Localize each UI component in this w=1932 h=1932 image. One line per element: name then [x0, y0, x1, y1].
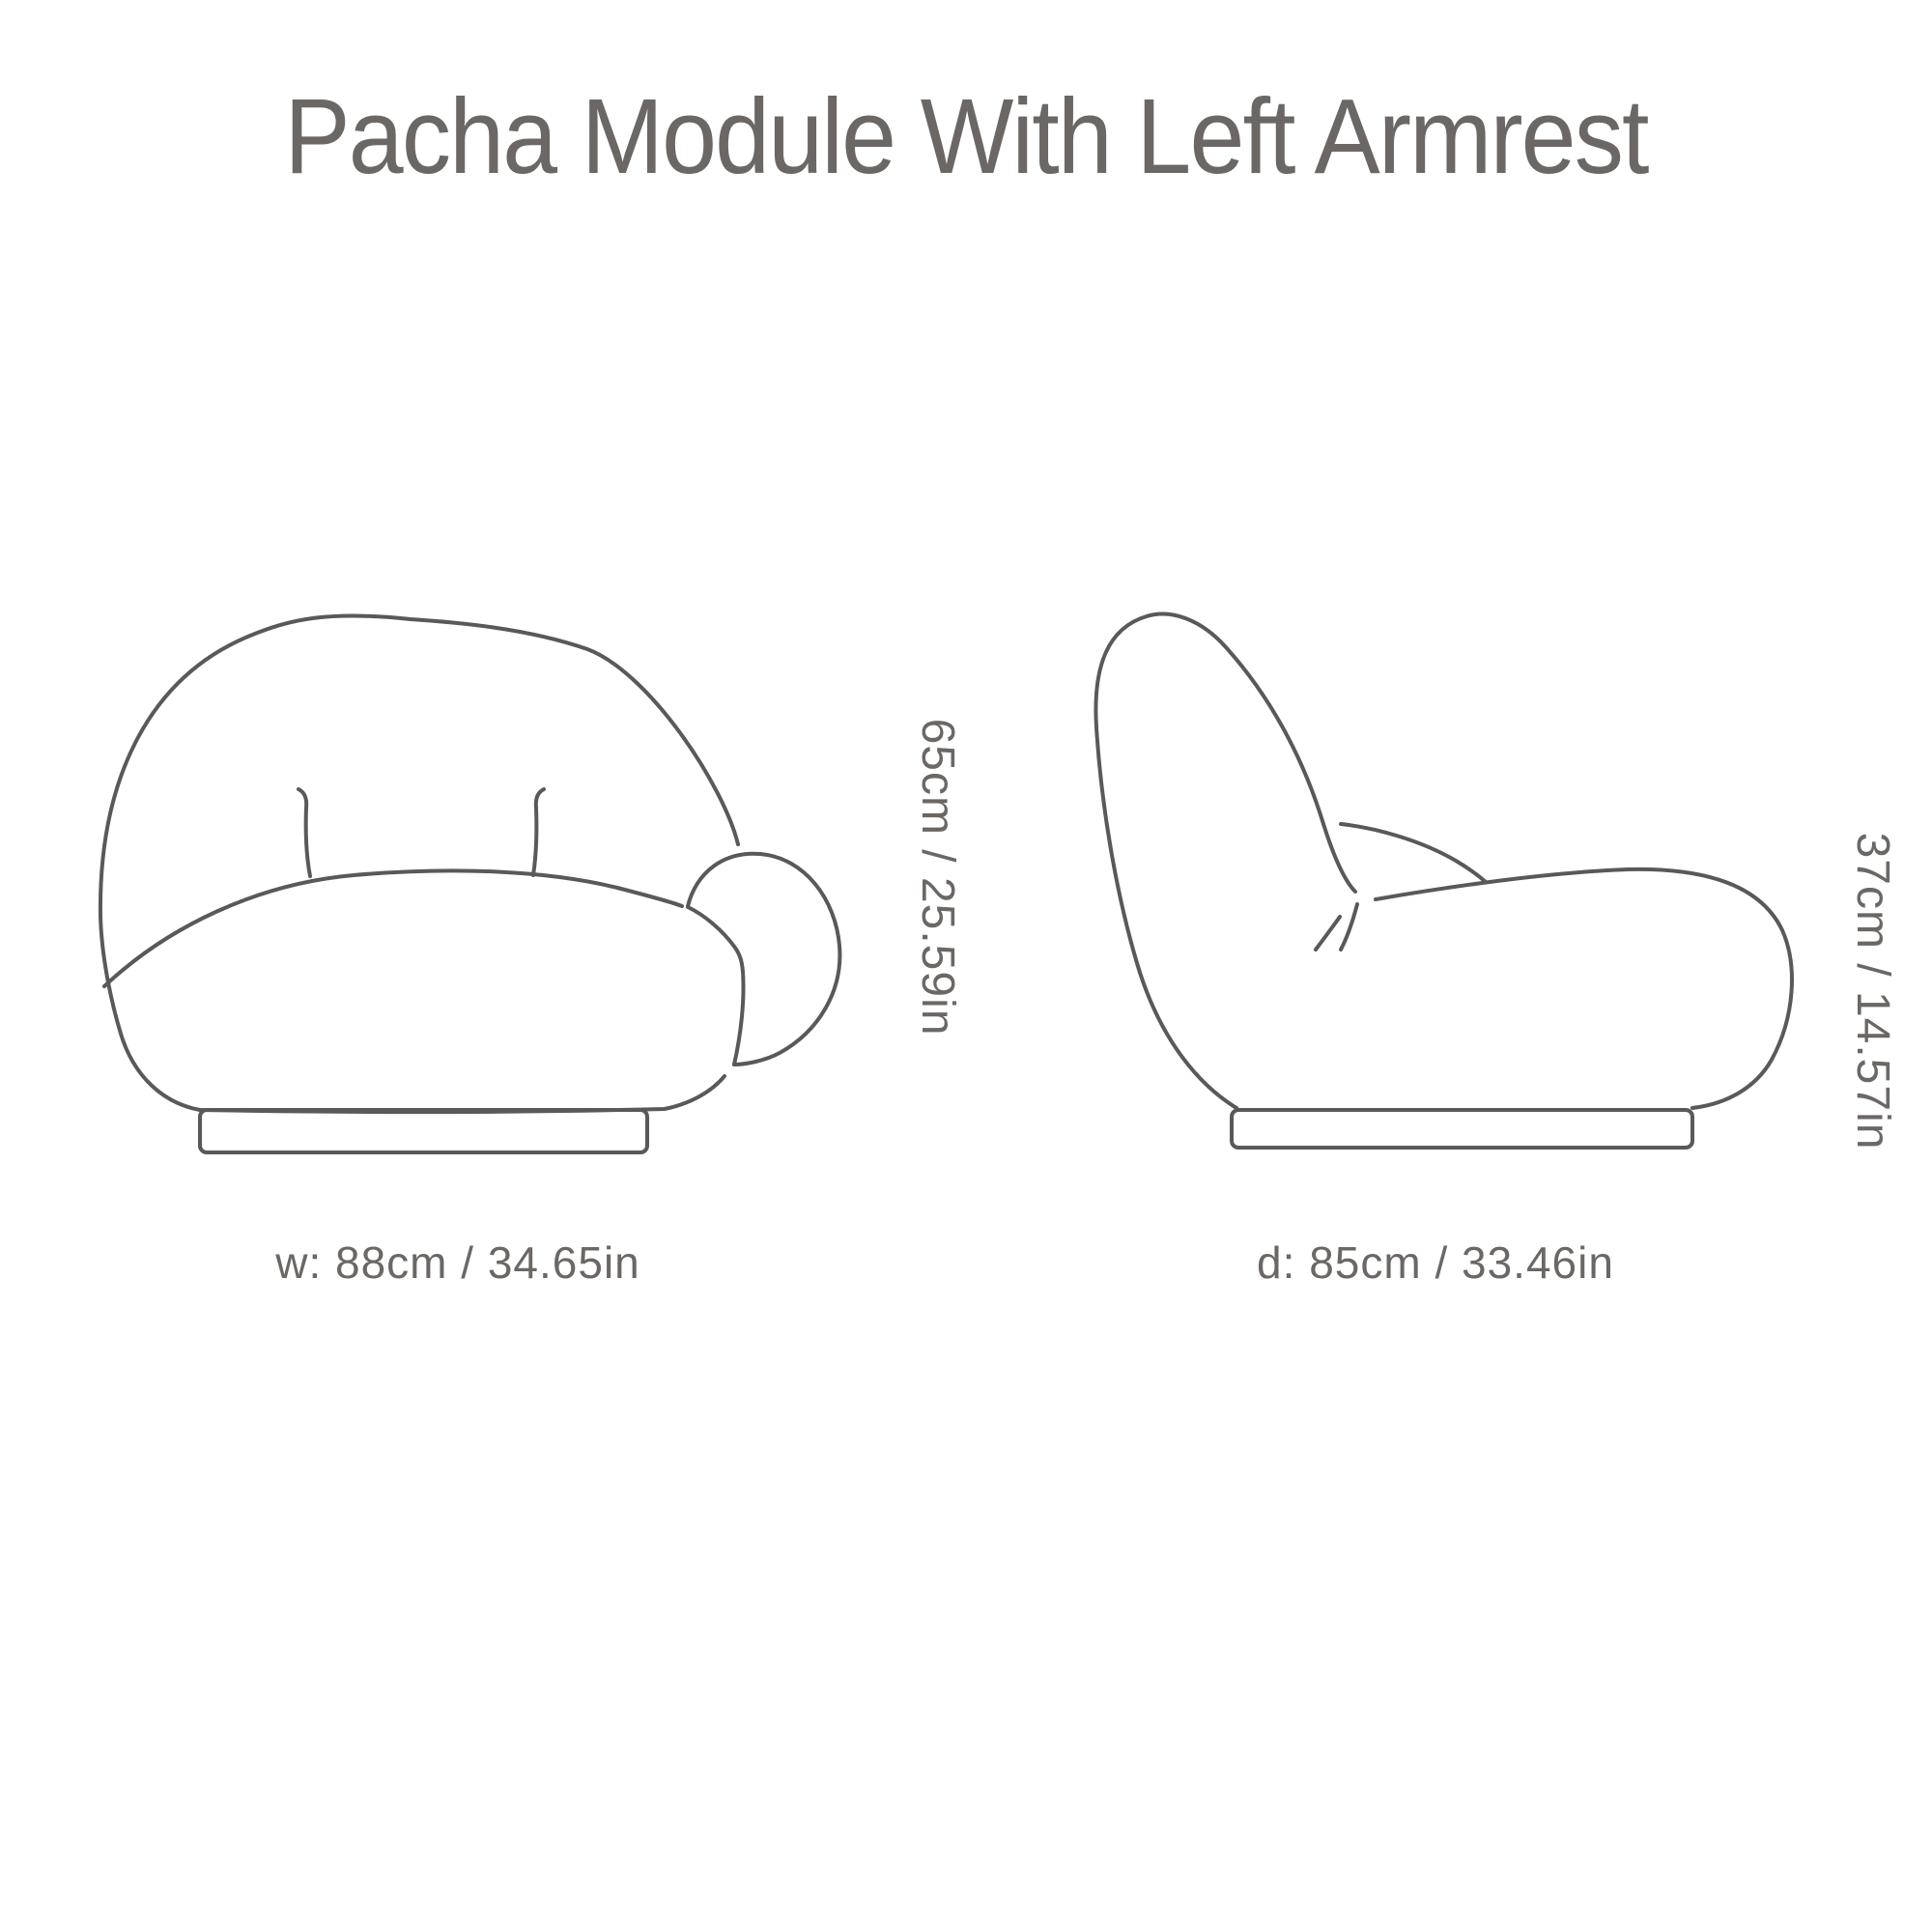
front-backrest-outline: [100, 615, 738, 1110]
front-armrest-inner-edge: [688, 907, 744, 1065]
front-armrest-outer-edge: [688, 854, 839, 1065]
side-depth-dimension-label: d: 85cm / 33.46in: [1257, 1237, 1614, 1288]
side-crease-mark-lower: [1316, 917, 1340, 950]
side-crease-mark-upper: [1341, 904, 1357, 950]
front-seam-left: [298, 789, 310, 876]
front-base-plinth: [200, 1110, 647, 1152]
page-title: Pacha Module With Left Armrest: [284, 77, 1648, 196]
front-seat-bottom-edge: [200, 1076, 724, 1112]
side-height-dimension-label: 37cm / 14.57in: [1847, 832, 1898, 1151]
side-seat-profile: [1376, 869, 1792, 1108]
front-view-drawing: [100, 615, 839, 1152]
side-base-plinth: [1232, 1110, 1692, 1148]
side-backrest-outline: [1095, 614, 1355, 1108]
front-seat-top-edge: [104, 870, 682, 986]
side-armrest-arc: [1341, 824, 1486, 882]
front-width-dimension-label: w: 88cm / 34.65in: [275, 1237, 640, 1288]
front-height-dimension-label: 65cm / 25.59in: [912, 718, 963, 1037]
side-view-drawing: [1095, 614, 1792, 1148]
front-seam-right: [533, 789, 544, 875]
